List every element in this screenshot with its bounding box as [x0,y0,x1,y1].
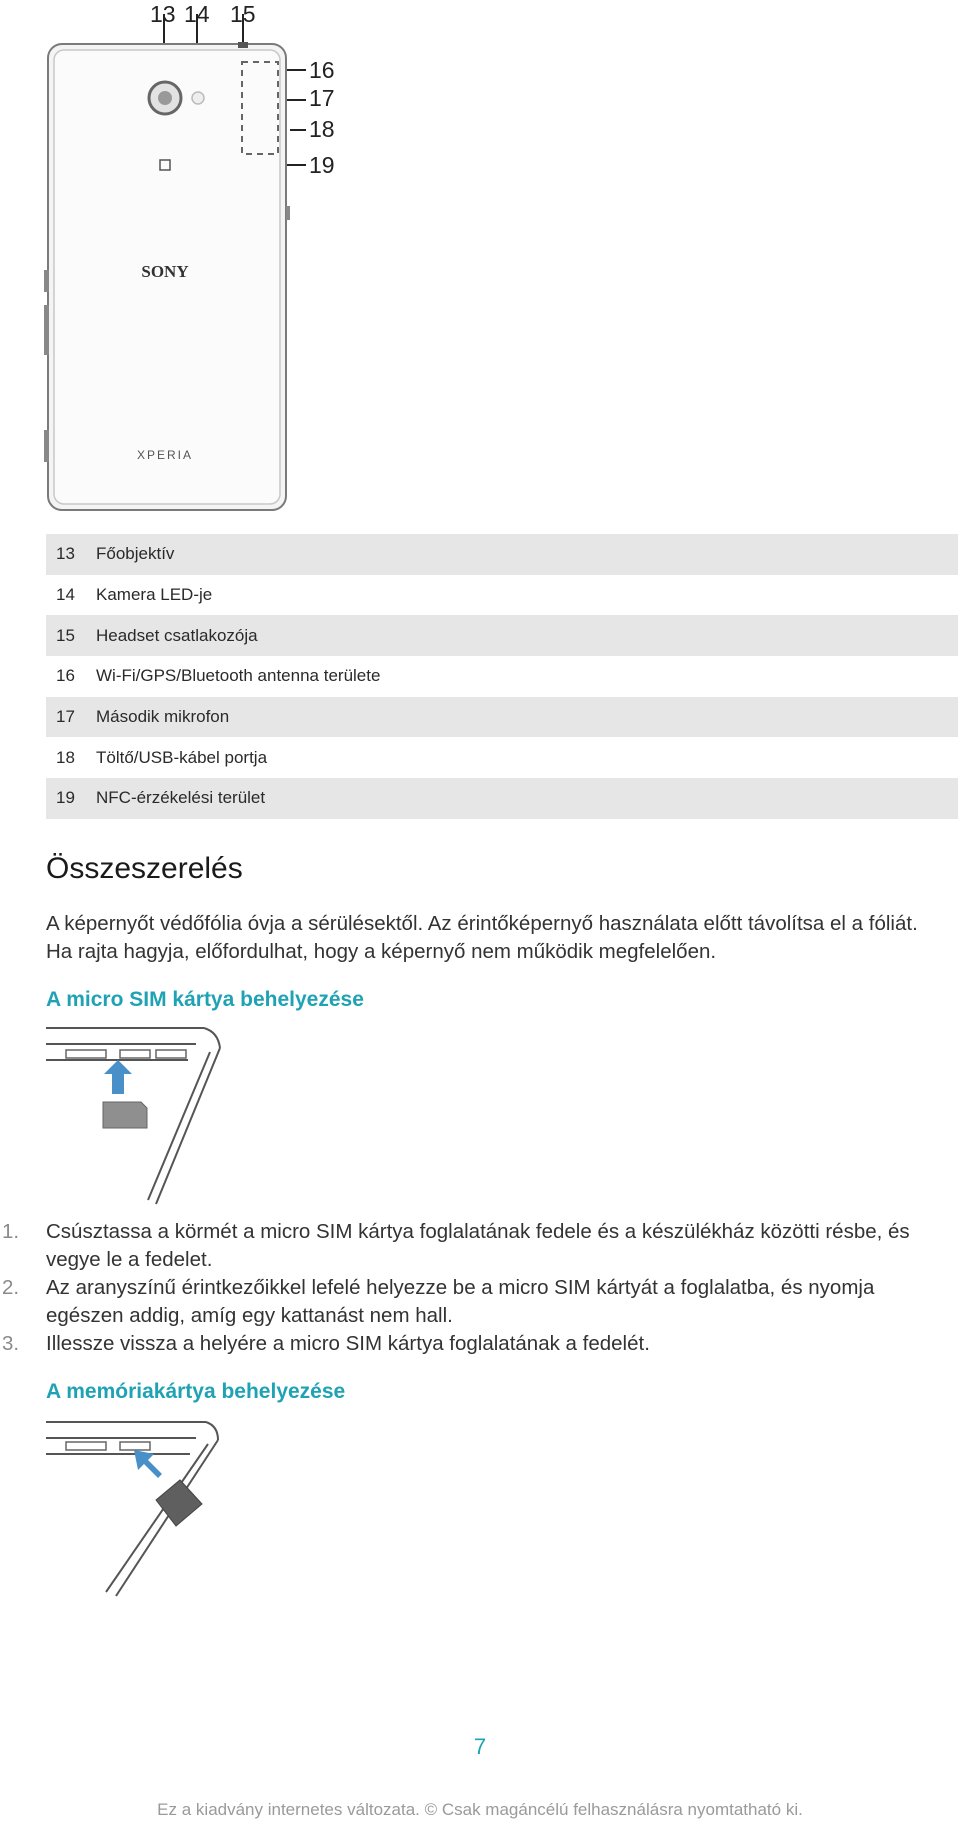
legend-label: Töltő/USB-kábel portja [96,747,268,767]
legend-label: Kamera LED-je [96,585,213,605]
sim-insert-illustration [46,1022,236,1208]
callout-15: 15 [230,1,256,27]
sim-steps-list [0,1218,940,1358]
footer-note: Ez a kiadvány internetes változata. © Csak magáncélú felhasználásra nyomtatható ki. [157,1800,803,1819]
callout-13: 13 [150,1,176,27]
callout-16: 16 [309,57,335,83]
legend-num: 15 [56,625,75,645]
legend-num: 18 [56,747,75,767]
step-number: 2. [2,1276,20,1299]
legend-num: 16 [56,666,75,686]
memory-insert-illustration [46,1418,236,1598]
memory-heading: A memóriakártya behelyezése [46,1380,346,1403]
legend-label: NFC-érzékelési terület [96,788,266,808]
page-number: 7 [473,1734,487,1759]
callout-19: 19 [309,152,335,178]
step-number: 3. [2,1332,20,1355]
legend-row [46,737,958,778]
step-text: Az aranyszínű érintkezőikkel lefelé helyezze be a micro SIM kártyát a foglalatba, és nyomja egészen addig, amíg egy kattanást nem hall. [46,1276,875,1327]
section-title: Összeszerelés [46,852,243,885]
legend-num: 17 [56,707,75,727]
legend-label: Főobjektív [96,544,175,564]
step-number: 1. [2,1220,20,1243]
legend-row [46,778,958,819]
legend-row [46,575,958,616]
step-item [0,1274,940,1330]
legend-label: Wi-Fi/GPS/Bluetooth antenna területe [96,666,381,686]
intro-paragraph: A képernyőt védőfólia óvja a sérülésektől. Az érintőképernyő használata előtt távolítsa el a fóliát. Ha rajta hagyja, előfordulhat, hogy a képernyő nem működik megfelelően. [46,912,918,963]
camera-led-icon [192,92,204,104]
legend-num: 13 [56,544,75,564]
legend-num: 14 [56,585,75,605]
xperia-logo: XPERIA [136,448,194,462]
legend-row [46,534,958,575]
callout-17: 17 [309,85,335,111]
callout-14: 14 [184,1,210,27]
phone-back-diagram [20,0,380,520]
step-text: Csúsztassa a körmét a micro SIM kártya foglalatának fedele és a készülékház közötti résbe, és vegye le a fedelet. [46,1220,910,1271]
sony-logo: SONY [141,262,189,281]
legend-num: 19 [56,788,75,808]
legend-row [46,656,958,697]
legend-label: Headset csatlakozója [96,625,258,645]
legend-row [46,697,958,738]
legend-row [46,615,958,656]
step-text: Illessze vissza a helyére a micro SIM kártya foglalatának a fedelét. [46,1332,650,1355]
step-item [0,1218,940,1274]
step-item [0,1330,940,1358]
legend-label: Második mikrofon [96,707,230,727]
insert-arrow-icon [104,1060,132,1094]
legend-table [46,534,958,819]
callout-18: 18 [309,116,335,142]
sim-heading: A micro SIM kártya behelyezése [46,988,364,1011]
